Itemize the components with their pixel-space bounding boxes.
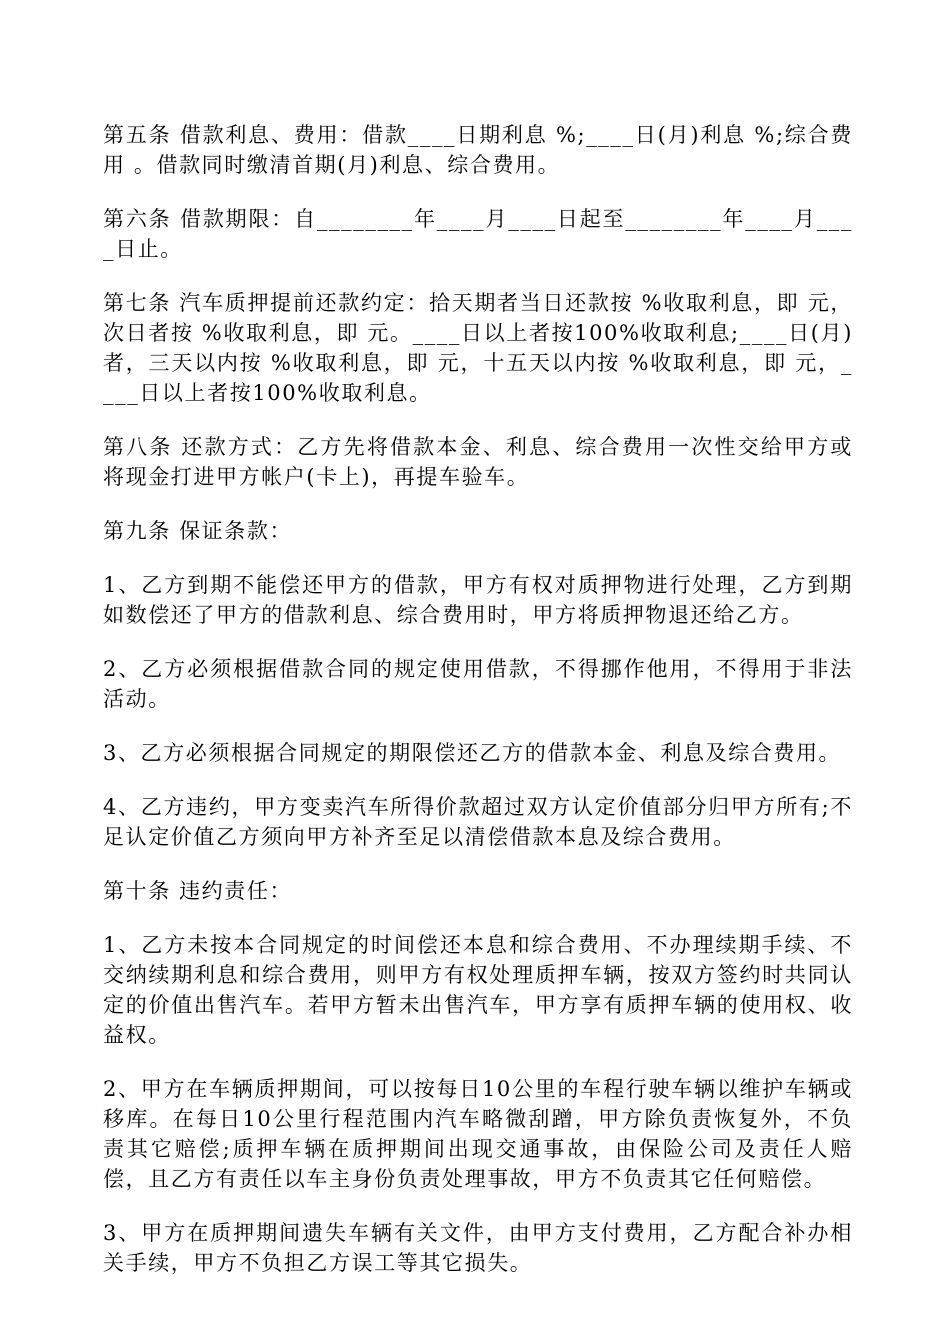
clause-9-heading: 第九条 保证条款： <box>103 519 293 543</box>
clause-9-item-1: 1、乙方到期不能偿还甲方的借款，甲方有权对质押物进行处理，乙方到期如数偿还了甲方的借款利息、综合费用时，甲方将质押物退还给乙方。 <box>103 573 853 627</box>
clause-10-item-3: 3、甲方在质押期间遗失车辆有关文件，由甲方支付费用，乙方配合补办相关手续，甲方不负担乙方误工等其它损失。 <box>103 1221 853 1275</box>
clause-10-item-1: 1、乙方未按本合同规定的时间偿还本息和综合费用、不办理续期手续、不交纳续期利息和综合费用，则甲方有权处理质押车辆，按双方签约时共同认定的价值出售汽车。若甲方暂未出售汽车，甲方享有质押车辆的使用权、收益权。 <box>103 933 853 1047</box>
clause-9-item-3: 3、乙方必须根据合同规定的期限偿还乙方的借款本金、利息及综合费用。 <box>103 741 842 765</box>
clause-7-early-repayment: 第七条 汽车质押提前还款约定：拾天期者当日还款按 %收取利息，即 元，次日者按 %收取利息，即 元。____日以上者按100%收取利息;____日(月)者，三天以内按 %收取利息，即 元，十五天以内按 %收取利息，即 元，____日以上者按100%收取利息。 <box>103 291 853 405</box>
clause-5-interest-fees: 第五条 借款利息、费用：借款____日期利息 %;____日(月)利息 %;综合费用 。借款同时缴清首期(月)利息、综合费用。 <box>103 123 853 177</box>
clause-10-heading: 第十条 违约责任： <box>103 879 293 903</box>
clause-9-item-4: 4、乙方违约，甲方变卖汽车所得价款超过双方认定价值部分归甲方所有;不足认定价值乙方须向甲方补齐至足以清偿借款本息及综合费用。 <box>103 795 853 849</box>
clause-6-loan-term: 第六条 借款期限：自________年____月____日起至________年____月____日止。 <box>103 207 853 261</box>
clause-10-item-2: 2、甲方在车辆质押期间，可以按每日10公里的车程行驶车辆以维护车辆或移库。在每日10公里行程范围内汽车略微刮蹭，甲方除负责恢复外，不负责其它赔偿;质押车辆在质押期间出现交通事故，由保险公司及责任人赔偿，且乙方有责任以车主身份负责处理事故，甲方不负责其它任何赔偿。 <box>103 1077 853 1191</box>
clause-9-item-2: 2、乙方必须根据借款合同的规定使用借款，不得挪作他用，不得用于非法活动。 <box>103 657 853 711</box>
clause-8-repayment-method: 第八条 还款方式：乙方先将借款本金、利息、综合费用一次性交给甲方或将现金打进甲方帐户(卡上)，再提车验车。 <box>103 435 853 489</box>
document-body <box>103 120 853 1302</box>
